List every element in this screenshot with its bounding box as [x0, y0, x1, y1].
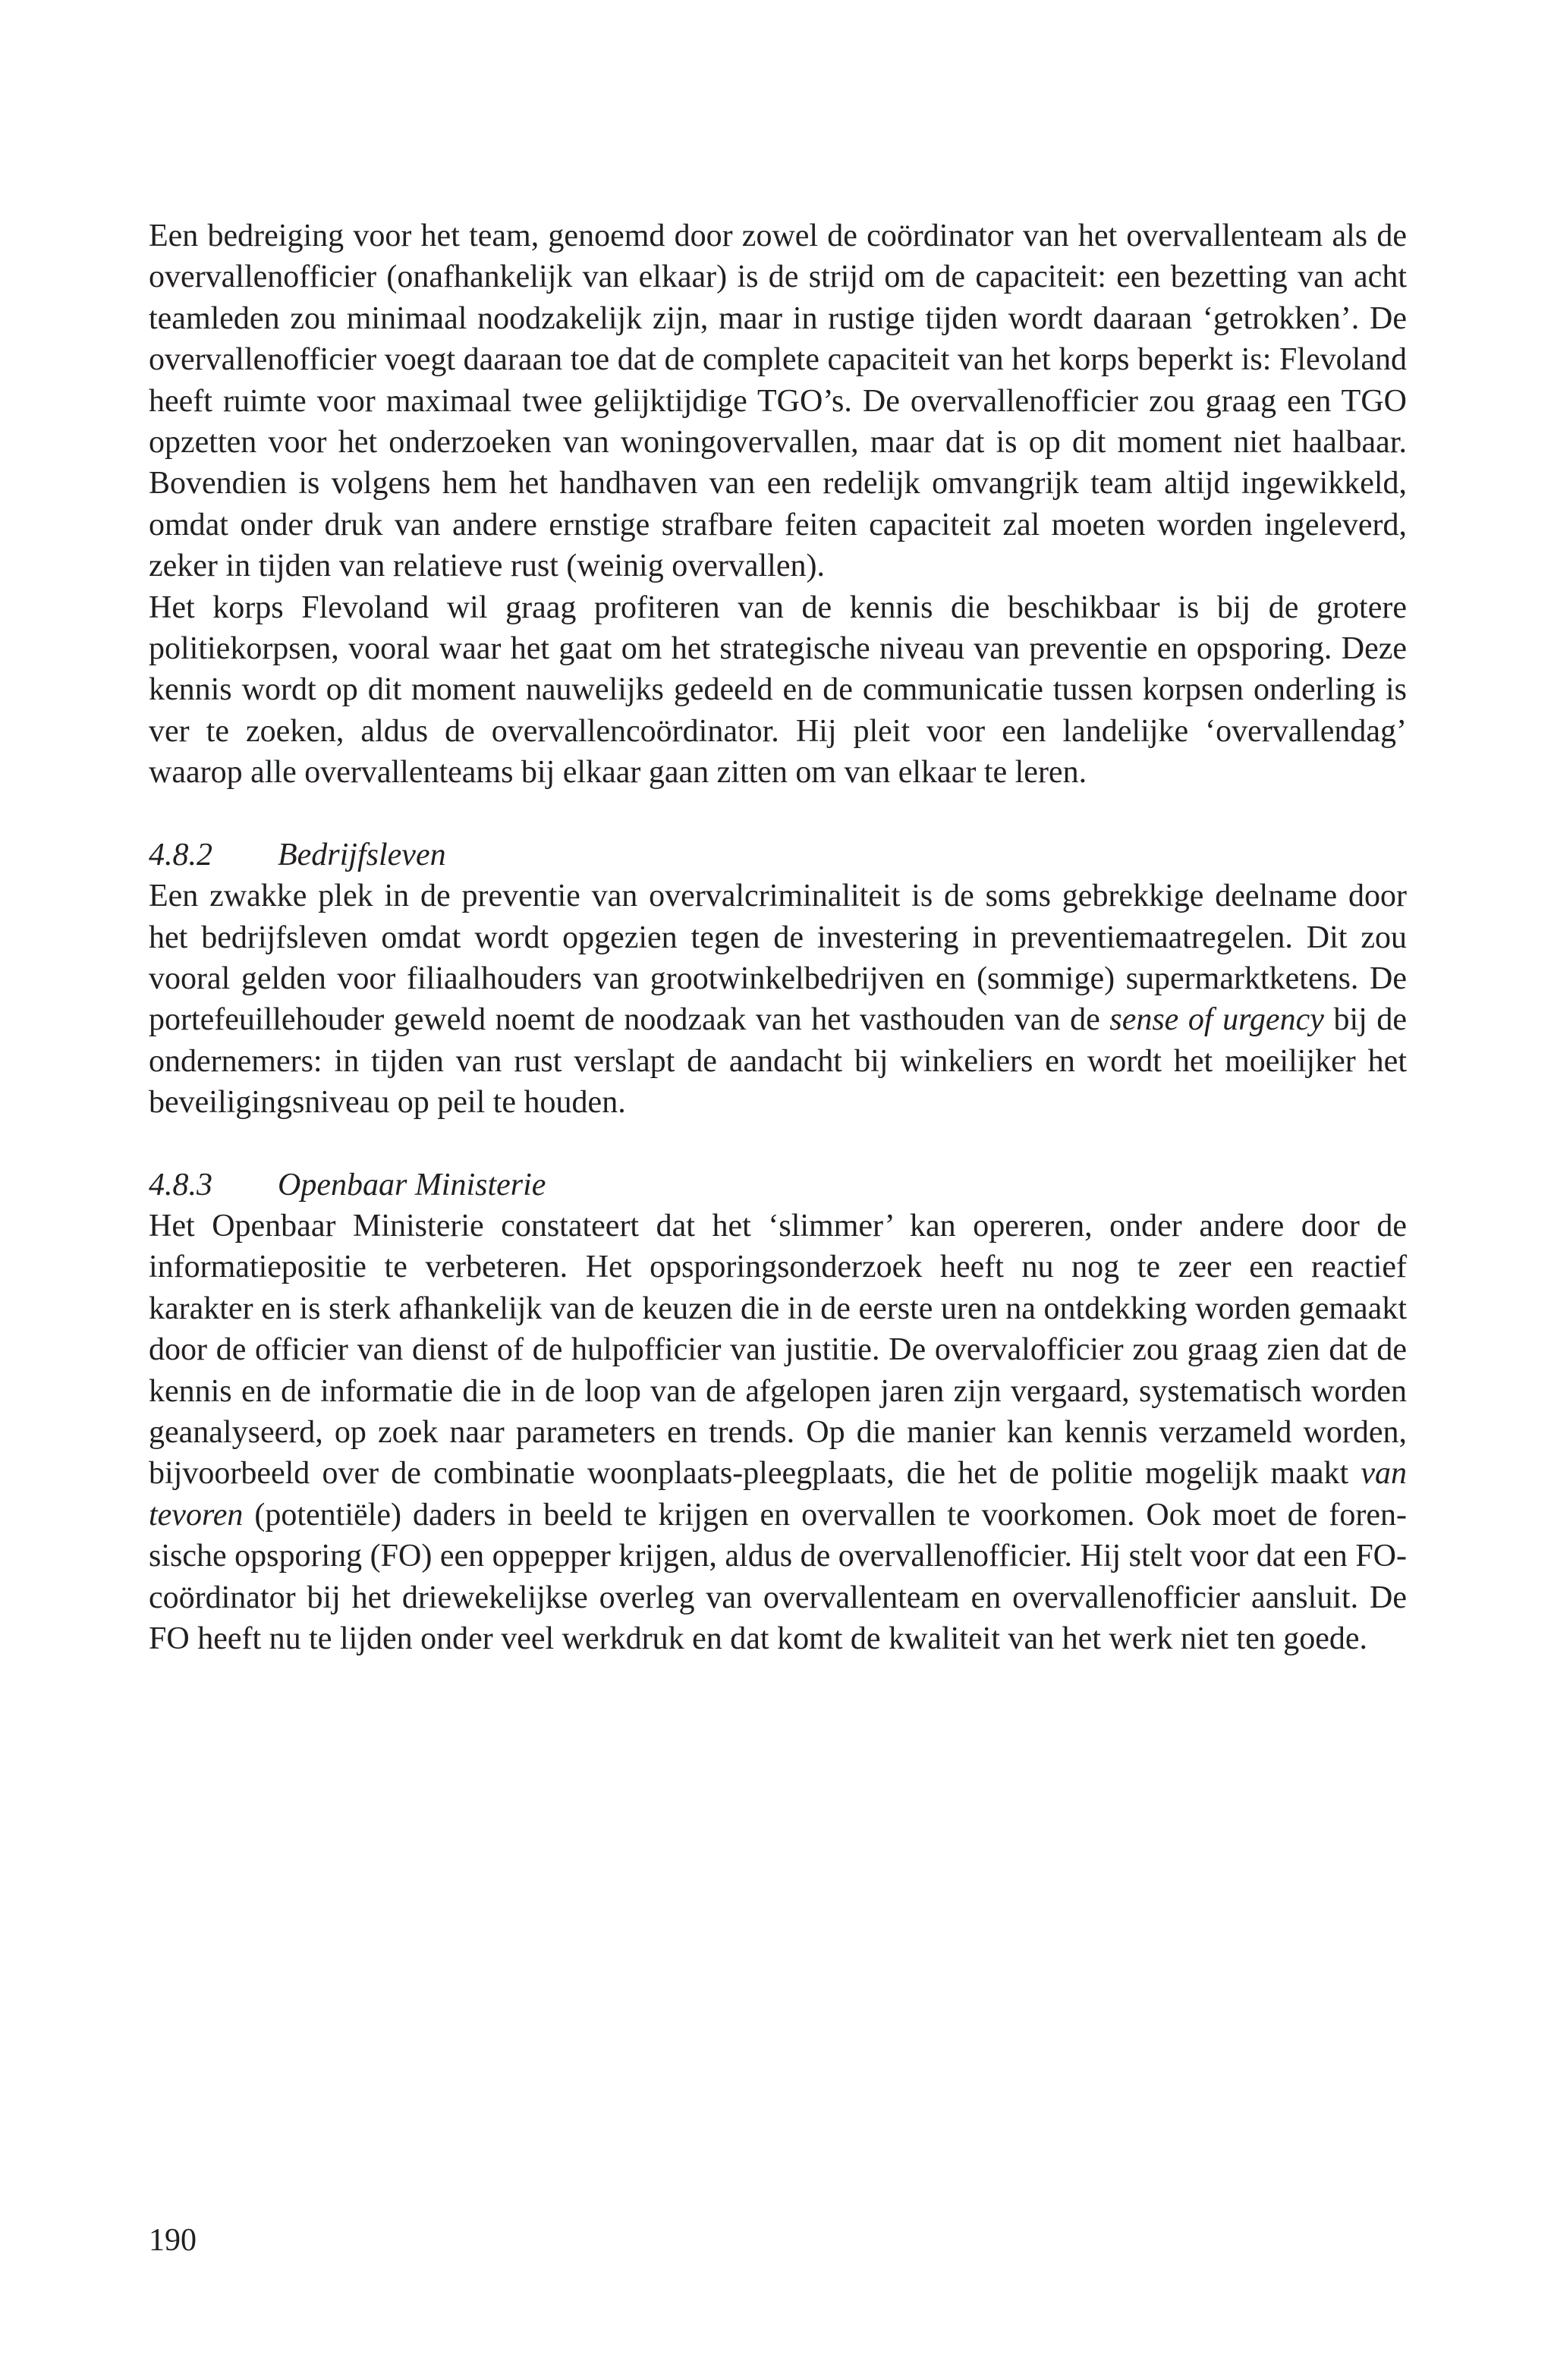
paragraph-text: bij de ondernemers: in tijden van rust verslapt de aandacht bij winkeliers en wordt het moeilijker het beveiligingsniveau op peil te houden. [149, 1002, 1407, 1121]
section-title: Bedrijfsleven [278, 837, 446, 872]
paragraph-text: (potentiële) daders in beeld te krijgen en overvallen te voorkomen. Ook moet de forensische opsporing (FO) een oppepper krijgen, aldus de overvallenofficier. Hij stelt voor dat een FO-coördinator bij het driewekelijkse overleg van overvallenteam en overvallenofficier aansluit. De FO heeft nu te lijden onder veel werkdruk en dat komt de kwaliteit van het werk niet ten goede. [149, 1497, 1407, 1656]
emphasis-text: sense of urgency [1109, 1002, 1324, 1038]
paragraph-capacity: Een bedreiging voor het team, genoemd door zowel de coördinator van het overvallenteam als de overvallenofficier (onafhankelijk van elkaar) is de strijd om de capaciteit: een bezetting van acht teamleden zou minimaal noodzakelijk zijn, maar in rustige tijden wordt daaraan ‘getrokken’. De overvallenofficier voegt daaraan toe dat de complete capaciteit van het korps beperkt is: Flevoland heeft ruimte voor maximaal twee gelijktijdige TGO’s. De overvallenofficier zou graag een TGO opzetten voor het onderzoeken van woningovervallen, maar dat is op dit moment niet haalbaar. Bovendien is volgens hem het handhaven van een redelijk omvangrijk team altijd ingewikkeld, omdat onder druk van andere ernstige strafbare feiten capaciteit zal moeten worden ingeleverd, zeker in tijden van relatieve rust (weinig overvallen). [149, 219, 1407, 584]
section-heading-bedrijfsleven [149, 835, 1407, 876]
section-number: 4.8.2 [149, 837, 212, 872]
page-body [149, 215, 1407, 1659]
paragraph-knowledge-sharing: Het korps Flevoland wil graag profiteren van de kennis die beschikbaar is bij de grotere politiekorpsen, vooral waar het gaat om het strategische niveau van preventie en opsporing. Deze kennis wordt op dit moment nauwelijks gedeeld en de communicatie tussen korpsen onderling is ver te zoeken, aldus de overvallencoördinator. Hij pleit voor een landelijke ‘overvallendag’ waarop alle overvallenteams bij elkaar gaan zitten om van elkaar te leren. [149, 589, 1407, 791]
paragraph-bedrijfsleven [149, 876, 1407, 1123]
section-number: 4.8.3 [149, 1167, 212, 1203]
page-number: 190 [149, 2223, 197, 2258]
paragraph-text: Het Openbaar Ministerie constateert dat het ‘slimmer’ kan opereren, onder andere door de informatiepositie te verbeteren. Het opsporingsonderzoek heeft nu nog te zeer een reactief karakter en is sterk afhankelijk van de keuzen die in de eerste uren na ontdekking worden gemaakt door de officier van dienst of de hulpofficier van justitie. De overvalofficier zou graag zien dat de kennis en de informatie die in de loop van de afgelopen jaren zijn vergaard, systematisch worden geanalyseerd, op zoek naar parameters en trends. Op die manier kan kennis verzameld worden, bijvoorbeeld over de combinatie woonplaats-pleegplaats, die het de politie mogelijk maakt [149, 1208, 1407, 1492]
paragraph-openbaar-ministerie [149, 1206, 1407, 1659]
section-heading-openbaar-ministerie [149, 1165, 1407, 1206]
section-title: Openbaar Ministerie [278, 1167, 546, 1203]
emphasis-text: van tevoren [149, 1456, 1407, 1533]
paragraph-text: Een zwakke plek in de preventie van overvalcriminaliteit is de soms gebrekkige deelname door het bedrijfsleven omdat wordt opgezien tegen de investering in preventiemaatregelen. Dit zou vooral gelden voor filiaalhouders van grootwinkelbedrijven en (sommige) supermarktketens. De portefeuillehouder geweld noemt de noodzaak van het vasthouden van de [149, 879, 1407, 1038]
